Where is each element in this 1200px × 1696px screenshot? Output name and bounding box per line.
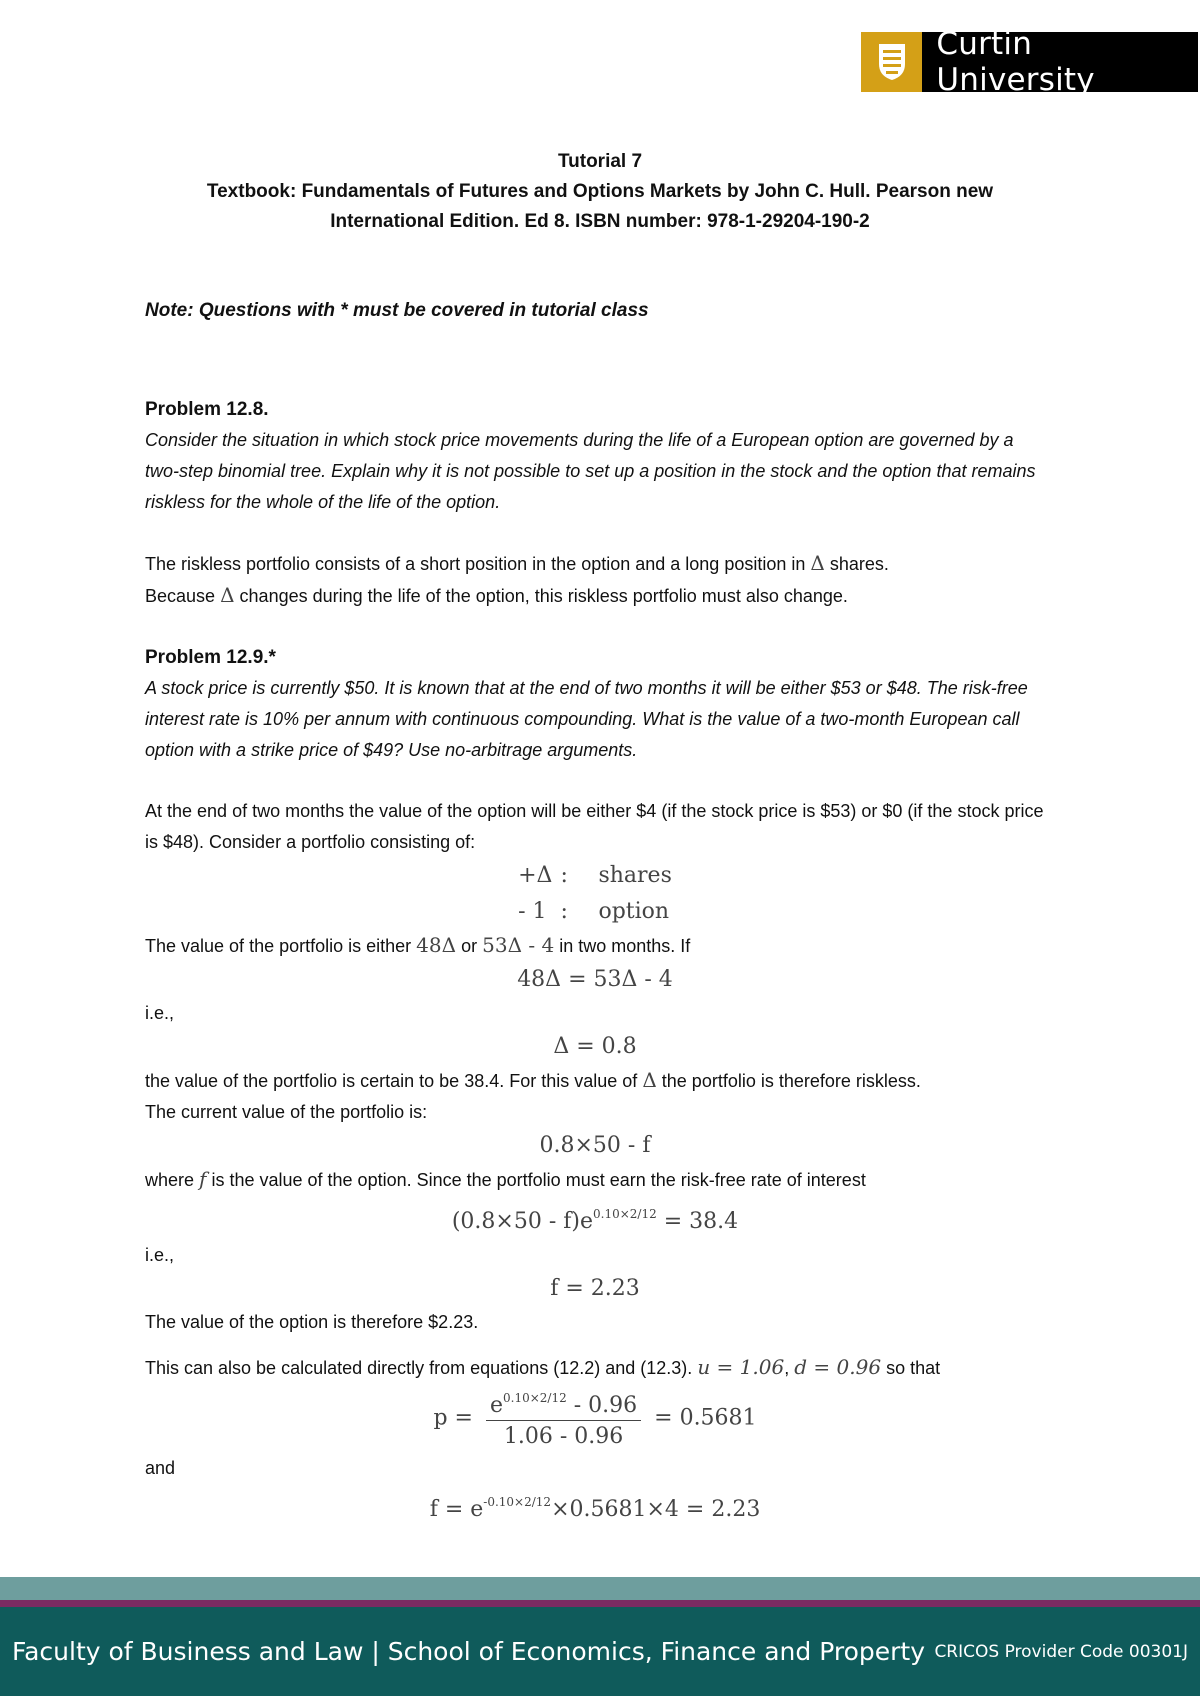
equation-5: f = 2.23 <box>550 1276 640 1301</box>
problem-12-8-answer-line-2: Because Δ changes during the life of the option, this riskless portfolio must also change. <box>145 583 848 607</box>
equation-7: $f = e^{-0.10\times 2/12}\times 0.5681\times 4 = 2.23$ <box>429 1495 761 1522</box>
document-body <box>145 394 1045 1528</box>
ie-label: i.e., <box>145 1245 175 1265</box>
equation-3: 0.8×50 - f <box>539 1133 651 1158</box>
and-label: and <box>145 1458 176 1478</box>
portfolio-item: option <box>598 899 670 924</box>
textbook-line-2: International Edition. Ed 8. ISBN number: 978-1-29204-190-2 <box>330 211 870 232</box>
delta-symbol: Δ <box>220 583 235 607</box>
footer-cricos: CRICOS Provider Code 00301J <box>934 1641 1188 1662</box>
tutorial-note: Note: Questions with * must be covered in tutorial class <box>145 300 649 321</box>
footer-faculty: Faculty of Business and Law | School of Economics, Finance and Property <box>12 1637 925 1666</box>
ie-label: i.e., <box>145 1003 175 1023</box>
footer-band-purple <box>0 1600 1200 1607</box>
shield-icon <box>861 32 922 92</box>
document-header <box>150 147 1050 237</box>
problem-12-8-answer-line-1: The riskless portfolio consists of a short position in the option and a long position in Δ shares. <box>145 551 889 575</box>
riskless-line: the value of the portfolio is certain to be 38.4. For this value of Δ the portfolio is therefore riskless. <box>145 1068 921 1092</box>
equation-6: p = $\frac{e^{0.10\times 2/12} - 0.96}{1.06 - 0.96}$ = 0.5681 <box>145 1384 1045 1453</box>
footer-band-main <box>0 1607 1200 1696</box>
problem-12-9-title: Problem 12.9.* <box>145 647 276 668</box>
portfolio-sep: : <box>560 863 568 888</box>
tutorial-title: Tutorial 7 <box>557 151 643 172</box>
portfolio-item: shares <box>598 863 672 888</box>
portfolio-value-line: The value of the portfolio is either 48Δ or 53Δ - 4 in two months. If <box>145 933 691 957</box>
delta-symbol: Δ <box>810 551 825 575</box>
portfolio-qty: +Δ <box>518 863 553 888</box>
problem-12-8-question: Consider the situation in which stock price movements during the life of a European option are governed by a two-step binomial tree. Explain why it is not possible to set up a position in the stock and the option that remains riskless for the whole of the life of the option. <box>145 430 1036 512</box>
delta-symbol: Δ <box>642 1068 657 1092</box>
direct-calculation-line: This can also be calculated directly from equations (12.2) and (12.3). u = 1.06, d = 0.96 so that <box>145 1355 941 1379</box>
where-line: where f is the value of the option. Since the portfolio must earn the risk-free rate of interest <box>145 1167 866 1191</box>
conclusion-line: The value of the option is therefore $2.23. <box>145 1312 479 1332</box>
equation-1: 48Δ = 53Δ - 4 <box>517 967 673 992</box>
textbook-line-1: Textbook: Fundamentals of Futures and Options Markets by John C. Hull. Pearson new <box>206 181 994 202</box>
problem-12-8-title: Problem 12.8. <box>145 399 269 420</box>
portfolio-sep: : <box>560 899 568 924</box>
page-footer <box>0 1577 1200 1696</box>
portfolio-composition <box>145 858 1045 930</box>
equation-4: $(0.8\times 50 - f)e^{0.10\times 2/12} = 38.4$ <box>451 1207 739 1234</box>
current-value-line: The current value of the portfolio is: <box>145 1102 428 1122</box>
logo-text: Curtin University <box>936 26 1095 98</box>
curtin-logo <box>861 26 1198 98</box>
equation-2: Δ = 0.8 <box>553 1034 637 1059</box>
problem-12-9-question: A stock price is currently $50. It is known that at the end of two months it will be either $53 or $48. The risk-free interest rate is 10% per annum with continuous compounding. What is the value of a two-month European call option with a strike price of $49? Use no-arbitrage arguments. <box>145 678 1028 760</box>
fraction: $\frac{e^{0.10\times 2/12} - 0.96}{1.06 - 0.96}$ <box>486 1384 641 1453</box>
footer-band-light <box>0 1577 1200 1600</box>
problem-12-9-intro: At the end of two months the value of the option will be either $4 (if the stock price is $53) or $0 (if the stock price is $48). Consider a portfolio consisting of: <box>145 801 1044 852</box>
portfolio-qty: - 1 <box>518 899 547 924</box>
